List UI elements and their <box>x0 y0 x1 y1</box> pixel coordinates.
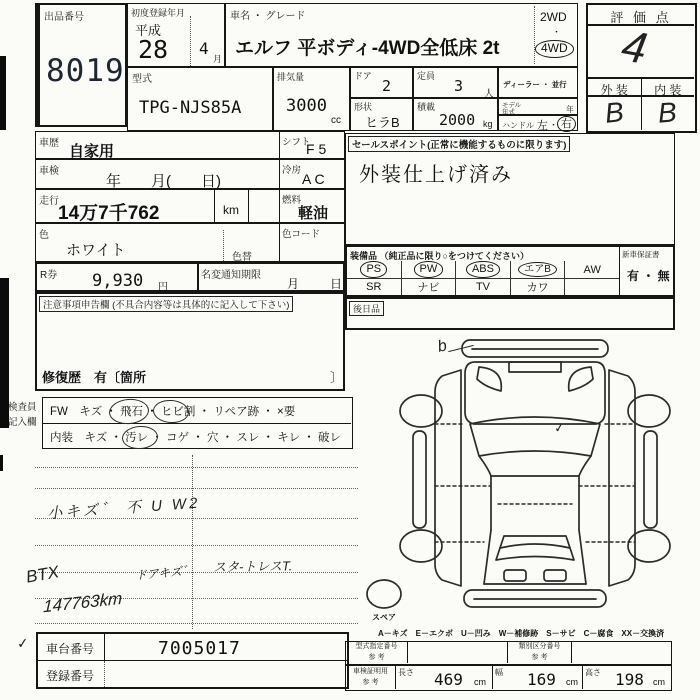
vehicle-name-box <box>225 3 578 67</box>
equipment-item <box>402 261 457 278</box>
note-line <box>35 488 358 489</box>
class-code-label2: 参 考 <box>531 653 548 661</box>
class-code-value <box>572 642 670 663</box>
equipment-row2 <box>347 278 619 295</box>
chassis-row <box>38 634 347 661</box>
registration-row <box>38 661 347 687</box>
ext-int-values <box>588 97 694 130</box>
fuel-value: 軽油 <box>298 205 329 222</box>
vehicle-name-label: 車名 ・ グレード <box>230 11 306 22</box>
inspection-label: 車検 <box>39 166 59 177</box>
km-divider <box>214 190 215 222</box>
equipment-item-circled: ABS <box>466 261 500 277</box>
cell-divider <box>104 661 105 687</box>
load-label: 積載 <box>417 102 436 112</box>
later-goods-label: 後日品 <box>349 301 384 316</box>
note-line <box>35 545 358 546</box>
load-box <box>413 98 498 131</box>
note-handwriting-3: 147763km <box>42 588 123 617</box>
model-designation-label1: 型式指定番号 <box>355 643 398 650</box>
lot-number-label: 出品番号 <box>44 12 84 23</box>
row-separator <box>43 423 351 424</box>
r-ticket-unit: 円 <box>158 282 168 293</box>
inspector-label-top: 検査員 <box>8 402 37 413</box>
r-ticket-value: 9,930 <box>92 271 144 291</box>
model-code-value: TPG-NJS85A <box>139 98 242 118</box>
model-designation-cell <box>346 642 408 663</box>
chassis-value: 7005017 <box>158 638 241 659</box>
model-year-box <box>498 98 578 115</box>
doors-label: ドア <box>354 71 372 81</box>
history-row <box>35 131 345 159</box>
drive-dot: ・ <box>552 27 562 37</box>
damage-legend: A－キズ E－エクボ U－凹み W－補修跡 S－サビ C－腐食 XX－交換済 <box>378 629 665 638</box>
model-year-label-bottom: 年式 <box>502 109 515 116</box>
equipment-item: TV <box>456 278 511 295</box>
history-value: 自家用 <box>69 143 115 160</box>
reg-month-value: 4 <box>199 39 209 58</box>
width-cell <box>493 666 583 689</box>
row-divider <box>279 132 280 158</box>
diagram-hand-mark-b: b <box>436 337 449 356</box>
ref-table-row2 <box>345 665 672 691</box>
capacity-box <box>413 67 498 98</box>
equipment-item: ナビ <box>402 278 457 295</box>
truck-top-view-diagram <box>358 334 672 630</box>
scan-artifact-bar <box>0 455 3 471</box>
evaluation-score-handwritten: 4 <box>618 21 651 74</box>
aircon-value: A C <box>302 171 325 187</box>
diagram-check-mark: ✓ <box>552 419 566 436</box>
chassis-check-mark: ✓ <box>16 634 30 652</box>
note-line <box>35 623 358 624</box>
mileage-unit: km <box>223 203 239 217</box>
height-cell <box>583 666 670 689</box>
height-unit: cm <box>653 677 665 687</box>
equipment-item <box>565 278 619 295</box>
handle-left: 左 <box>537 120 548 132</box>
drive-4wd: 4WD <box>535 40 574 58</box>
width-value: 169 <box>527 670 556 689</box>
displacement-box <box>273 67 350 131</box>
note-handwriting-2a: BTX <box>24 562 61 587</box>
model-designation-value <box>408 642 508 663</box>
equipment-box <box>345 245 675 297</box>
warranty-label: 新車保証書 <box>622 250 660 259</box>
damage-diagram <box>358 334 672 630</box>
first-registration-label: 初度登録年月 <box>131 8 186 18</box>
row-divider <box>279 224 280 261</box>
handle-dot: ・ <box>549 120 559 130</box>
cert-label2: 参 考 <box>362 679 379 687</box>
hand-circle-mark <box>121 425 159 450</box>
registration-label: 登録番号 <box>46 669 95 683</box>
reg-divider <box>190 16 191 66</box>
cert-cell <box>346 666 396 689</box>
sales-point-label: セールスポイント(正常に機能するものに限ります) <box>348 136 570 152</box>
ref-table-row1 <box>345 641 672 665</box>
notice-box <box>35 292 345 391</box>
model-code-box <box>127 67 273 131</box>
class-code-cell <box>508 642 572 663</box>
notes-area <box>24 455 360 633</box>
model-designation-label2: 参 考 <box>368 653 385 661</box>
r-ticket-row <box>35 262 345 292</box>
equipment-item: AW <box>583 263 601 276</box>
shape-box <box>350 98 413 131</box>
history-label: 車歴 <box>39 138 59 149</box>
km-divider2 <box>248 190 249 222</box>
handle-box <box>498 115 578 131</box>
capacity-label: 定員 <box>417 71 436 81</box>
fuel-label: 燃料 <box>282 195 302 206</box>
inspector-row-fw: FW キズ ・ 飛石 ・ ヒビ割 ・ リペア跡 ・ ×要 <box>50 406 296 418</box>
name-change-month: 月 <box>287 277 300 291</box>
inspector-label <box>8 401 37 430</box>
repair-history-close: 〕 <box>330 370 344 385</box>
lot-number-box <box>35 3 127 127</box>
reg-month-unit: 月 <box>213 54 223 64</box>
handle-right-circled: 右 <box>557 116 576 132</box>
exterior-grade-handwritten: B <box>603 96 626 129</box>
drive-2wd: 2WD <box>540 10 567 24</box>
hand-circle-mark <box>108 397 150 425</box>
model-code-label: 型式 <box>132 74 152 85</box>
cert-label1: 車検証明用 <box>353 668 388 675</box>
color-row <box>35 223 345 262</box>
equipment-row1 <box>347 261 619 279</box>
scan-artifact-bar <box>0 56 6 130</box>
displacement-value: 3000 <box>286 96 327 116</box>
spare-tire-label: スペア <box>372 613 396 622</box>
equipment-item-circled: PW <box>414 261 444 277</box>
inspector-box <box>42 397 353 449</box>
row-divider <box>279 160 280 188</box>
shift-label: シフト <box>282 137 311 148</box>
equipment-item: カワ <box>511 278 566 295</box>
equipment-item <box>347 261 402 278</box>
equipment-item-circled: PS <box>360 261 387 277</box>
width-unit: cm <box>566 677 578 687</box>
first-registration-box <box>127 3 225 67</box>
era-value: 平成 <box>135 23 162 38</box>
interior-label: 内 装 <box>654 83 682 97</box>
row-divider <box>197 264 199 291</box>
equipment-item <box>456 261 511 278</box>
chassis-registration-box <box>36 632 349 689</box>
shape-label: 形状 <box>354 102 373 112</box>
mileage-row <box>35 189 345 223</box>
warranty-value: 有 ・ 無 <box>627 269 670 283</box>
inspection-value: 年 月( 日) <box>106 173 221 190</box>
shape-value: ヒラB <box>365 115 400 130</box>
length-label: 長さ <box>398 668 414 677</box>
dealer-parallel-box <box>498 67 578 98</box>
shift-value: F 5 <box>306 141 327 157</box>
color-code-label: 色コード <box>282 229 321 240</box>
inspector-row-interior: 内装 キズ ・ 汚レ ・ コゲ ・ 穴 ・ スレ ・ キレ ・ 破レ <box>50 432 341 444</box>
name-change-label: 名変通知期限 <box>201 270 261 281</box>
aircon-label: 冷房 <box>282 165 302 176</box>
row-divider <box>279 190 280 222</box>
reg-year-value: 28 <box>138 35 169 64</box>
vehicle-name-value: エルフ 平ボディ-4WD全低床 2t <box>235 38 500 59</box>
handle-label: ハンドル <box>502 121 534 130</box>
capacity-value: 3 <box>454 77 464 95</box>
name-change-day: 日 <box>330 277 343 291</box>
length-cell <box>396 666 493 689</box>
note-handwriting-1: 小キズ゛ 不 U W2 <box>46 494 202 523</box>
height-value: 198 <box>615 670 644 689</box>
chassis-label: 車台番号 <box>46 642 95 656</box>
model-year-label-top: モデル <box>502 102 522 109</box>
note-column-divider <box>192 455 193 629</box>
length-unit: cm <box>474 677 486 687</box>
warranty-cell <box>619 247 673 295</box>
ext-int-header <box>588 77 694 97</box>
drive-divider <box>534 6 535 64</box>
height-label: 高さ <box>585 668 601 677</box>
equipment-item <box>511 261 566 278</box>
later-goods-box <box>345 297 675 330</box>
interior-grade-handwritten: B <box>657 96 679 129</box>
displacement-label: 排気量 <box>277 72 305 82</box>
note-line <box>35 467 358 468</box>
mileage-label: 走行 <box>39 196 59 207</box>
sales-point-box <box>345 133 675 245</box>
capacity-unit: 人 <box>484 89 494 100</box>
note-handwriting-2c: スタ-トレスT. <box>212 558 293 575</box>
doors-value: 2 <box>382 77 392 95</box>
doors-box <box>350 67 413 98</box>
equipment-label: 装備品 （純正品に限り○をつけてください） <box>350 251 529 261</box>
cell-divider <box>104 634 105 661</box>
dealer-parallel-label: ディーラー ・ 並行 <box>503 80 567 89</box>
sales-point-value: 外装仕上げ済み <box>359 164 513 186</box>
evaluation-label: 評 価 点 <box>610 10 672 25</box>
r-ticket-label: R券 <box>40 270 58 281</box>
length-value: 469 <box>434 670 463 689</box>
color-change-divider <box>223 230 224 261</box>
equipment-item-circled: エアB <box>518 262 557 277</box>
color-change-label: 色替 <box>232 252 252 263</box>
load-unit: kg <box>483 119 493 129</box>
inspector-label-bottom: 記入欄 <box>8 416 37 428</box>
mileage-value: 14万7千762 <box>58 203 160 224</box>
note-handwriting-2b: ドアキズ゛ <box>134 563 195 583</box>
notice-label: 注意事項申告欄 (不具合内容等は具体的に記入して下さい) <box>39 296 293 312</box>
lot-number-value: 8019 <box>46 53 125 89</box>
evaluation-box <box>586 3 697 133</box>
note-line <box>35 572 358 573</box>
color-label: 色 <box>39 230 49 241</box>
inspection-row <box>35 159 345 189</box>
repair-history-line: 修復歴 有〔箇所 <box>42 370 147 385</box>
width-label: 幅 <box>495 668 503 677</box>
class-code-label1: 類別区分番号 <box>518 643 561 650</box>
equipment-item: SR <box>347 278 402 295</box>
color-value: ホワイト <box>66 242 126 259</box>
displacement-unit: cc <box>331 115 341 126</box>
load-value: 2000 <box>439 111 476 129</box>
model-year-unit: 年 <box>566 105 574 114</box>
exterior-label: 外 装 <box>588 79 642 95</box>
